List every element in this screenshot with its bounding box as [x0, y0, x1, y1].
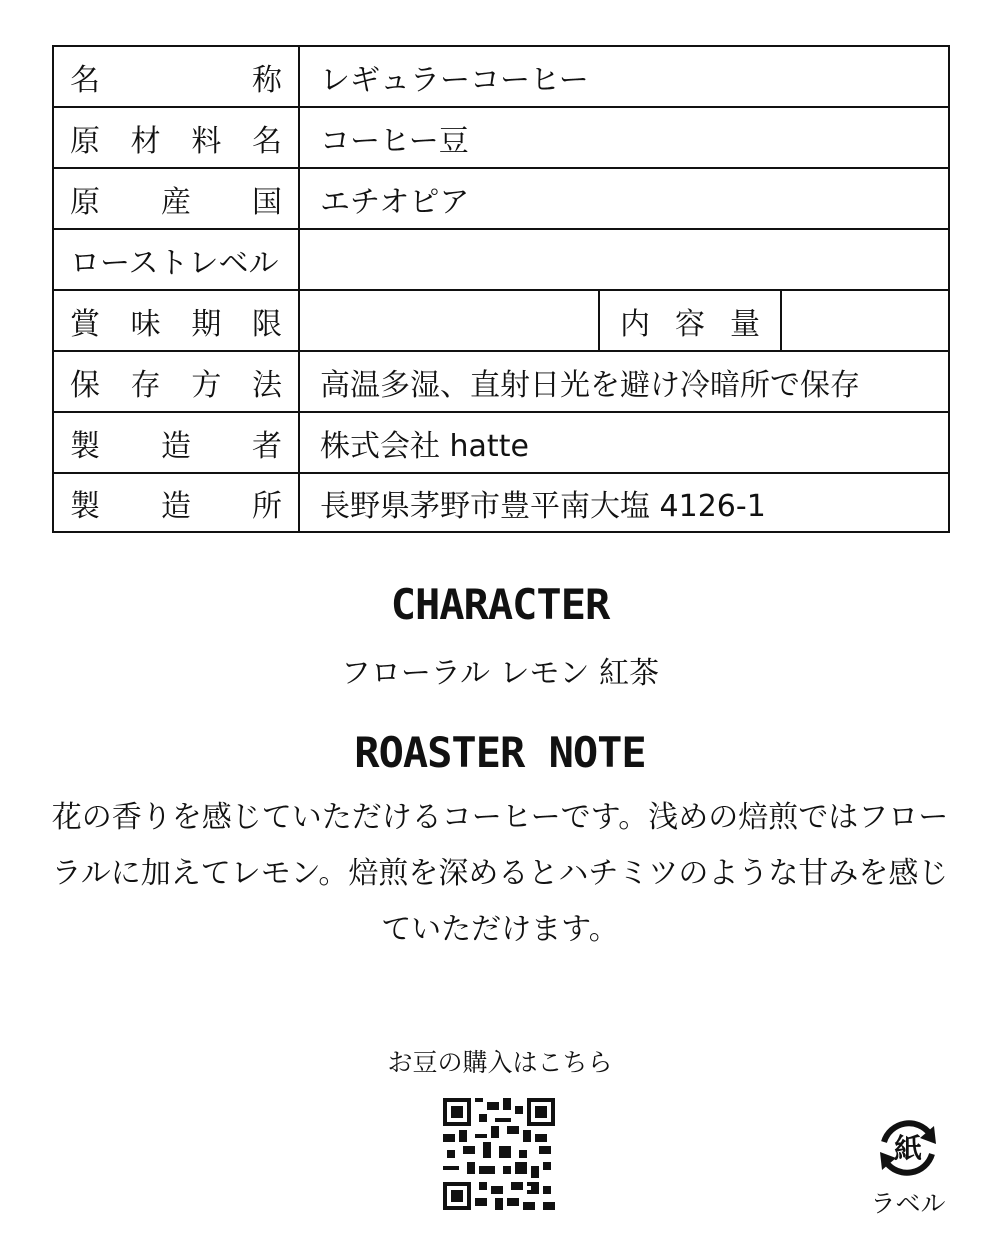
qr-code-icon[interactable]	[443, 1098, 555, 1210]
row-manufacturer	[54, 413, 948, 474]
row-factory	[54, 474, 948, 531]
key-manufacturer: 製 造 者	[54, 413, 300, 472]
row-name	[54, 47, 948, 108]
value-best-before-group	[300, 291, 948, 350]
value-name: レギュラーコーヒー	[320, 62, 589, 98]
row-origin	[54, 169, 948, 230]
recycle-label: ラベル	[870, 1189, 946, 1218]
row-best-before	[54, 291, 948, 352]
value-net-content	[782, 291, 948, 350]
key-storage: 保 存 方 法	[54, 352, 300, 411]
key-best-before: 賞 味 期 限	[54, 291, 300, 350]
value-storage: 高温多湿、直射日光を避け冷暗所で保存	[320, 367, 860, 403]
recycle-symbol: 紙	[893, 1132, 923, 1165]
roaster-note-text: 花の香りを感じていただけるコーヒーです。浅めの焙煎ではフローラルに加えてレモン。焙煎を深めるとハチミツのような甘みを感じていただけます。	[51, 800, 949, 947]
character-heading: CHARACTER	[390, 580, 610, 629]
value-ingredients: コーヒー豆	[320, 123, 469, 159]
purchase-text: お豆の購入はこちら	[387, 1048, 613, 1077]
product-label-table	[52, 45, 950, 533]
key-net-content: 内 容 量	[600, 291, 782, 350]
key-roast-level: ローストレベル	[54, 230, 300, 289]
key-origin: 原 産 国	[54, 169, 300, 228]
key-factory: 製 造 所	[54, 474, 300, 531]
value-manufacturer: 株式会社 hatte	[320, 428, 529, 464]
key-ingredients: 原 材 料 名	[54, 108, 300, 167]
value-factory: 長野県茅野市豊平南大塩 4126-1	[320, 488, 766, 524]
value-best-before	[300, 291, 600, 350]
row-storage	[54, 352, 948, 413]
character-notes: フローラル レモン 紅茶	[340, 656, 660, 691]
roaster-note-heading: ROASTER NOTE	[354, 728, 646, 777]
row-ingredients	[54, 108, 948, 169]
row-roast-level	[54, 230, 948, 291]
value-roast-level	[300, 230, 948, 289]
paper-recycle-icon	[872, 1112, 944, 1184]
value-origin: エチオピア	[320, 184, 470, 220]
key-name: 名 称	[54, 47, 300, 106]
